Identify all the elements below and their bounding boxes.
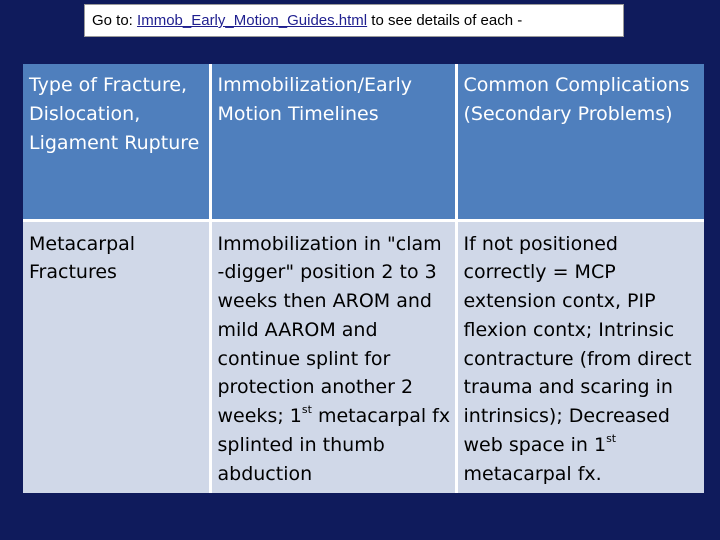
cell-complications [456,220,704,493]
cell-fracture-type: Metacarpal Fractures [23,220,210,493]
table-row [23,220,704,493]
header-fracture-type: Type of Fracture, Dislocation, Ligament Rupture [23,64,210,220]
goto-banner [84,4,624,37]
cell-immobilization [210,220,456,493]
complications-text-end: metacarpal fx. [463,462,602,485]
immobilization-text-end: metacarpal fx splinted in thumb abduction [217,405,451,485]
immobilization-text: Immobilization in "clam -digger" position 2 to 3 weeks then AROM and mild AAROM and continue splint for protection another 2 weeks; 1 [217,232,442,428]
goto-suffix: to see details of each - [367,12,523,29]
complications-ordinal: st [606,431,617,445]
immobilization-ordinal: st [301,402,312,416]
header-complications: Common Complications (Secondary Problems) [456,64,704,220]
goto-prefix: Go to: [92,12,138,29]
table-header-row [23,64,704,220]
guides-link[interactable]: Immob_Early_Motion_Guides.html [137,12,368,29]
header-immobilization: Immobilization/Early Motion Timelines [210,64,456,220]
fracture-guide-table [23,64,704,493]
complications-text: If not positioned correctly = MCP extension contx, PIP flexion contx; Intrinsic contracture (from direct trauma and scaring in intrinsics); Decreased web space in 1 [463,232,692,457]
